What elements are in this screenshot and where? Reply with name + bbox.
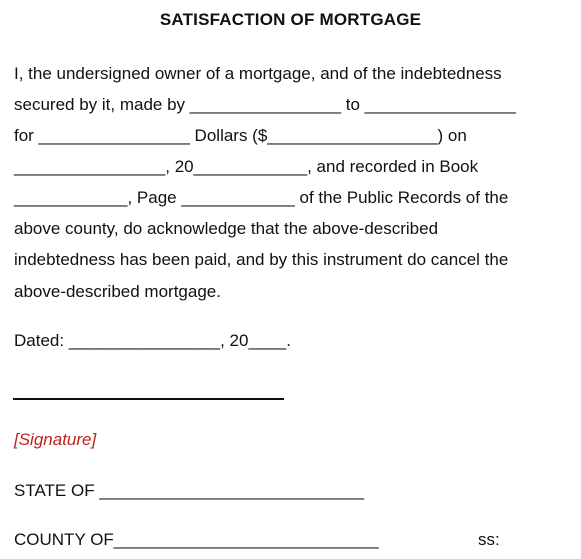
body-line-4: ________________, 20____________, and recorded in Book: [14, 157, 479, 176]
document-title: SATISFACTION OF MORTGAGE: [159, 10, 422, 29]
body-line-6: above county, do acknowledge that the above-described: [14, 219, 439, 238]
body-line-8: above-described mortgage.: [14, 282, 221, 301]
ss-label: ss:: [478, 530, 500, 549]
county-line: COUNTY OF____________________________: [14, 530, 379, 549]
signature-label: [Signature]: [14, 430, 97, 449]
signature-line: [13, 398, 284, 400]
body-line-7: indebtedness has been paid, and by this instrument do cancel the: [14, 250, 509, 269]
body-line-1: I, the undersigned owner of a mortgage, and of the indebtedness: [14, 64, 502, 83]
dated-line: Dated: ________________, 20____.: [14, 331, 291, 350]
state-line: STATE OF ____________________________: [14, 481, 365, 500]
body-line-3: for ________________ Dollars ($__________________) on: [14, 126, 467, 145]
body-line-5: ____________, Page ____________ of the Public Records of the: [14, 188, 509, 207]
body-line-2: secured by it, made by ________________ to ________________: [14, 95, 516, 114]
